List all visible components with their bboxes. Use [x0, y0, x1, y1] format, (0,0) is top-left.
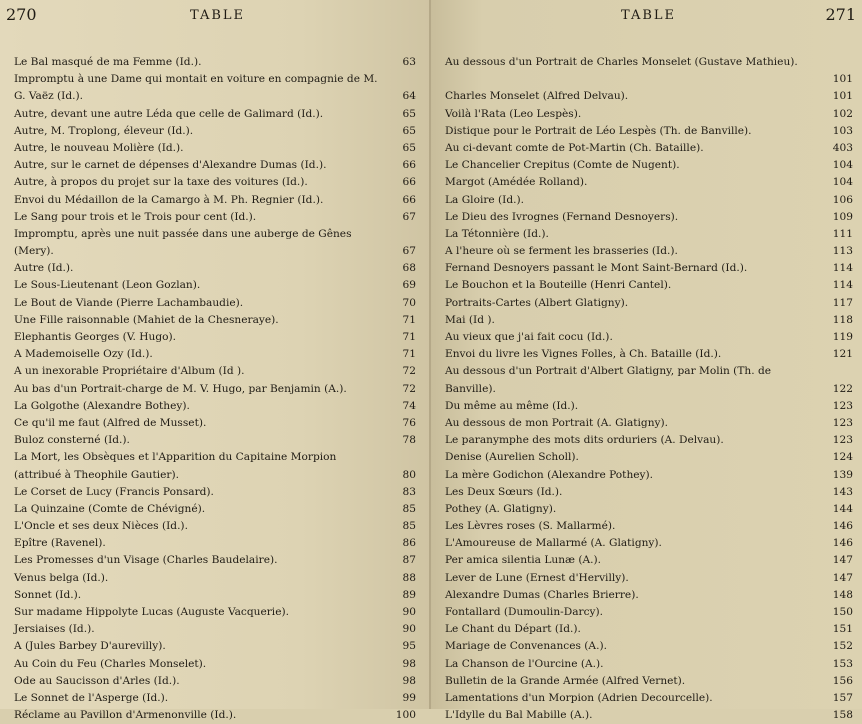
toc-entry-page: 121	[832, 348, 853, 361]
toc-entry	[445, 638, 853, 655]
toc-entry-page: 67	[402, 210, 416, 223]
toc-entry-page: 157	[832, 691, 853, 704]
toc-entry-page: 66	[402, 193, 416, 206]
toc-entry-page: 71	[402, 331, 416, 344]
toc-entry-page: 83	[402, 485, 416, 498]
toc-entry	[445, 260, 853, 277]
toc-entry-title: Autre, le nouveau Molière (Id.).	[14, 141, 184, 154]
toc-entry-page: 104	[832, 159, 853, 172]
toc-entry-title: Portraits-Cartes (Albert Glatigny).	[445, 296, 629, 309]
toc-entry-page: 65	[402, 124, 416, 137]
toc-entry-title: Alexandre Dumas (Charles Brierre).	[445, 588, 639, 601]
toc-entry-page: 143	[832, 485, 853, 498]
toc-entry	[14, 106, 416, 123]
toc-entry-title: L'Amoureuse de Mallarmé (A. Glatigny).	[445, 537, 662, 550]
toc-entry	[14, 174, 416, 191]
right-table-of-contents	[445, 54, 853, 724]
toc-entry-page: 74	[402, 399, 416, 412]
toc-entry-title: Le Chancelier Crepitus (Comte de Nugent).	[445, 159, 680, 172]
toc-entry-title: Le paranymphe des mots dits orduriers (A. Delvau).	[445, 434, 724, 447]
toc-entry	[445, 209, 853, 226]
toc-entry-title: Autre, M. Troplong, éleveur (Id.).	[14, 124, 194, 137]
toc-entry-page: 85	[402, 520, 416, 533]
toc-entry-page: 101	[832, 90, 853, 103]
toc-entry-page: 146	[832, 520, 853, 533]
toc-entry-title: La Chanson de l'Ourcine (A.).	[445, 657, 604, 670]
toc-entry-page: 102	[832, 107, 853, 120]
toc-entry-title: Margot (Amédée Rolland).	[445, 176, 588, 189]
toc-entry-title: L'Idylle du Bal Mabille (A.).	[445, 709, 593, 722]
toc-entry	[445, 312, 853, 329]
toc-entry-page: 106	[832, 193, 853, 206]
toc-entry	[14, 552, 416, 569]
toc-entry-title: La Mort, les Obsèques et l'Apparition du Capitaine Morpion (attribué à Theophile Gautier).	[14, 451, 337, 481]
toc-entry-title: La Golgothe (Alexandre Bothey).	[14, 399, 190, 412]
toc-entry-title: Mariage de Convenances (A.).	[445, 640, 607, 653]
toc-entry-page: 150	[832, 606, 853, 619]
toc-entry-title: Au dessous de mon Portrait (A. Glatigny).	[445, 416, 669, 429]
toc-entry-title: Au dessous d'un Portrait d'Albert Glatigny, par Molin (Th. de Banville).	[445, 365, 771, 395]
toc-entry-page: 111	[832, 227, 853, 240]
toc-entry-title: Réclame au Pavillon d'Armenonville (Id.).	[14, 709, 237, 722]
toc-entry-page: 123	[832, 434, 853, 447]
toc-entry-page: 147	[832, 554, 853, 567]
toc-entry-title: Ode au Saucisson d'Arles (Id.).	[14, 674, 180, 687]
toc-entry-title: A un inexorable Propriétaire d'Album (Id ).	[14, 365, 245, 378]
toc-entry-page: 114	[832, 262, 853, 275]
toc-entry-title: Charles Monselet (Alfred Delvau).	[445, 90, 629, 103]
toc-entry-title: Per amica silentia Lunæ (A.).	[445, 554, 602, 567]
toc-entry	[445, 449, 853, 466]
toc-entry-title: Fernand Desnoyers passant le Mont Saint-Bernard (Id.).	[445, 262, 748, 275]
toc-entry-page: 65	[402, 141, 416, 154]
toc-entry-page: 69	[402, 279, 416, 292]
toc-entry	[14, 329, 416, 346]
toc-entry-page: 76	[402, 416, 416, 429]
toc-entry	[14, 312, 416, 329]
toc-entry	[445, 277, 853, 294]
toc-entry-title: L'Oncle et ses deux Nièces (Id.).	[14, 520, 188, 533]
toc-entry-title: Lever de Lune (Ernest d'Hervilly).	[445, 571, 629, 584]
toc-entry-title: Mai (Id ).	[445, 313, 495, 326]
left-table-of-contents	[14, 54, 416, 724]
toc-entry	[445, 398, 853, 415]
toc-entry	[445, 106, 853, 123]
toc-entry-title: Voilà l'Rata (Leo Lespès).	[445, 107, 582, 120]
toc-entry	[14, 638, 416, 655]
toc-entry-title: Buloz consterné (Id.).	[14, 434, 130, 447]
toc-entry	[14, 295, 416, 312]
toc-entry-title: Sonnet (Id.).	[14, 588, 82, 601]
toc-entry-page: 152	[832, 640, 853, 653]
toc-entry-page: 101	[832, 73, 853, 86]
toc-entry	[445, 226, 853, 243]
toc-entry-title: La mère Godichon (Alexandre Pothey).	[445, 468, 654, 481]
toc-entry-title: Impromptu à une Dame qui montait en voiture en compagnie de M. G. Vaëz (Id.).	[14, 73, 378, 103]
toc-entry-page: 122	[832, 382, 853, 395]
toc-entry-page: 95	[402, 640, 416, 653]
toc-entry-page: 78	[402, 434, 416, 447]
left-running-header: TABLE	[190, 8, 246, 23]
toc-entry	[445, 346, 853, 363]
toc-entry	[14, 415, 416, 432]
toc-entry-title: Les Lèvres roses (S. Mallarmé).	[445, 520, 616, 533]
toc-entry	[14, 604, 416, 621]
right-page-number: 271	[825, 5, 856, 24]
toc-entry-page: 80	[402, 468, 416, 481]
toc-entry	[445, 570, 853, 587]
toc-entry	[14, 518, 416, 535]
toc-entry-page: 87	[402, 554, 416, 567]
toc-entry	[445, 432, 853, 449]
toc-entry	[445, 552, 853, 569]
toc-entry-title: Au Coin du Feu (Charles Monselet).	[14, 657, 207, 670]
toc-entry-title: Le Sous-Lieutenant (Leon Gozlan).	[14, 279, 201, 292]
toc-entry-page: 63	[402, 55, 416, 68]
toc-entry	[14, 398, 416, 415]
toc-entry	[445, 174, 853, 191]
toc-entry	[14, 363, 416, 380]
toc-entry-title: Autre, sur le carnet de dépenses d'Alexandre Dumas (Id.).	[14, 159, 327, 172]
right-running-header: TABLE	[621, 8, 677, 23]
toc-entry	[14, 71, 416, 105]
toc-entry	[445, 707, 853, 724]
toc-entry-title: Autre, à propos du projet sur la taxe des voitures (Id.).	[14, 176, 308, 189]
toc-entry-title: Autre, devant une autre Léda que celle de Galimard (Id.).	[14, 107, 324, 120]
toc-entry	[14, 260, 416, 277]
left-page	[0, 0, 431, 722]
toc-entry-page: 109	[832, 210, 853, 223]
toc-entry	[445, 243, 853, 260]
toc-entry	[445, 54, 853, 88]
toc-entry	[14, 123, 416, 140]
toc-entry-title: La Gloire (Id.).	[445, 193, 525, 206]
toc-entry-page: 98	[402, 657, 416, 670]
toc-entry-page: 114	[832, 279, 853, 292]
toc-entry-page: 100	[395, 709, 416, 722]
toc-entry-page: 98	[402, 674, 416, 687]
toc-entry-title: La Quinzaine (Comte de Chévigné).	[14, 502, 206, 515]
toc-entry	[445, 329, 853, 346]
toc-entry-page: 151	[832, 623, 853, 636]
toc-entry-page: 118	[832, 313, 853, 326]
toc-entry-title: Une Fille raisonnable (Mahiet de la Chesneraye).	[14, 313, 279, 326]
toc-entry	[14, 587, 416, 604]
toc-entry-page: 90	[402, 606, 416, 619]
toc-entry-page: 139	[832, 468, 853, 481]
toc-entry	[445, 363, 853, 397]
toc-entry	[14, 535, 416, 552]
toc-entry	[14, 381, 416, 398]
toc-entry-title: La Tétonnière (Id.).	[445, 227, 549, 240]
toc-entry-title: Au bas d'un Portrait-charge de M. V. Hugo, par Benjamin (A.).	[14, 382, 347, 395]
toc-entry-page: 119	[832, 331, 853, 343]
toc-entry-title: Distique pour le Portrait de Léo Lespès (Th. de Banville).	[445, 124, 752, 137]
toc-entry-page: 117	[832, 296, 853, 309]
toc-entry	[445, 621, 853, 638]
toc-entry-title: Les Deux Sœurs (Id.).	[445, 485, 563, 498]
toc-entry-title: Autre (Id.).	[14, 262, 74, 275]
toc-entry	[445, 587, 853, 604]
toc-entry	[445, 295, 853, 312]
toc-entry-title: A (Jules Barbey D'aurevilly).	[14, 640, 166, 653]
toc-entry-page: 124	[832, 451, 853, 464]
toc-entry-title: Envoi du livre les Vignes Folles, à Ch. Bataille (Id.).	[445, 348, 722, 361]
toc-entry	[14, 140, 416, 157]
toc-entry-page: 144	[832, 502, 853, 515]
toc-entry-page: 148	[832, 588, 853, 601]
toc-entry	[445, 535, 853, 552]
toc-entry-title: Le Sang pour trois et le Trois pour cent (Id.).	[14, 210, 257, 223]
toc-entry-title: Du même au même (Id.).	[445, 399, 579, 412]
toc-entry-page: 123	[832, 416, 853, 429]
toc-entry-page: 158	[832, 709, 853, 722]
toc-entry-title: Ce qu'il me faut (Alfred de Musset).	[14, 416, 207, 429]
toc-entry-page: 113	[832, 245, 853, 258]
toc-entry	[445, 140, 853, 157]
left-page-number: 270	[6, 5, 37, 24]
toc-entry-page: 90	[402, 623, 416, 636]
toc-entry-title: Au dessous d'un Portrait de Charles Monselet (Gustave Mathieu).	[445, 56, 798, 68]
right-page	[431, 0, 862, 722]
toc-entry-title: Le Dieu des Ivrognes (Fernand Desnoyers).	[445, 210, 679, 223]
toc-entry	[445, 123, 853, 140]
toc-entry	[445, 415, 853, 432]
toc-entry-page: 68	[402, 262, 416, 275]
toc-entry-title: Sur madame Hippolyte Lucas (Auguste Vacquerie).	[14, 606, 289, 619]
toc-entry-title: Bulletin de la Grande Armée (Alfred Vernet).	[445, 674, 686, 687]
toc-entry	[445, 690, 853, 707]
toc-entry-page: 85	[402, 502, 416, 515]
toc-entry-page: 65	[402, 107, 416, 120]
toc-entry-page: 71	[402, 348, 416, 361]
toc-entry	[14, 449, 416, 483]
toc-entry	[14, 690, 416, 707]
toc-entry	[14, 432, 416, 449]
toc-entry	[14, 209, 416, 226]
toc-entry-title: Elephantis Georges (V. Hugo).	[14, 331, 176, 344]
toc-entry-title: Au ci-devant comte de Pot-Martin (Ch. Bataille).	[445, 141, 704, 154]
toc-entry-title: Impromptu, après une nuit passée dans une auberge de Gênes (Mery).	[14, 227, 352, 258]
toc-entry-title: A Mademoiselle Ozy (Id.).	[14, 348, 153, 361]
toc-entry-title: Le Bout de Viande (Pierre Lachambaudie).	[14, 296, 244, 309]
toc-entry-title: Lamentations d'un Morpion (Adrien Decourcelle).	[445, 691, 713, 704]
toc-entry-title: Le Chant du Départ (Id.).	[445, 623, 581, 636]
toc-entry	[445, 88, 853, 105]
toc-entry-title: Les Promesses d'un Visage (Charles Baudelaire).	[14, 554, 278, 567]
toc-entry-page: 147	[832, 571, 853, 584]
toc-entry-title: Jersiaises (Id.).	[14, 623, 95, 636]
toc-entry	[445, 656, 853, 673]
toc-entry	[445, 467, 853, 484]
toc-entry-page: 67	[402, 245, 416, 258]
toc-entry-title: Denise (Aurelien Scholl).	[445, 451, 579, 464]
toc-entry-title: Fontallard (Dumoulin-Darcy).	[445, 606, 604, 619]
toc-entry-title: Le Sonnet de l'Asperge (Id.).	[14, 691, 169, 704]
toc-entry-title: Le Bouchon et la Bouteille (Henri Cantel).	[445, 279, 672, 292]
toc-entry-page: 88	[402, 571, 416, 584]
toc-entry-page: 70	[402, 296, 416, 309]
toc-entry-page: 64	[402, 90, 416, 103]
toc-entry	[14, 656, 416, 673]
toc-entry	[445, 518, 853, 535]
toc-entry-title: A l'heure où se ferment les brasseries (Id.).	[445, 245, 678, 258]
toc-entry	[445, 484, 853, 501]
toc-entry-title: Epître (Ravenel).	[14, 537, 106, 550]
toc-entry-page: 99	[402, 691, 416, 704]
toc-entry-page: 156	[832, 674, 853, 687]
toc-entry-title: Au vieux que j'ai fait cocu (Id.).	[445, 331, 613, 344]
toc-entry-title: Pothey (A. Glatigny).	[445, 502, 557, 515]
toc-entry-page: 66	[402, 159, 416, 172]
toc-entry	[445, 604, 853, 621]
toc-entry-page: 86	[402, 537, 416, 550]
toc-entry-page: 66	[402, 176, 416, 189]
toc-entry-page: 104	[832, 176, 853, 189]
toc-entry	[14, 192, 416, 209]
toc-entry-page: 153	[832, 657, 853, 670]
toc-entry-page: 89	[402, 588, 416, 601]
toc-entry-page: 403	[832, 141, 853, 154]
toc-entry	[14, 621, 416, 638]
toc-entry	[445, 673, 853, 690]
toc-entry-page: 123	[832, 399, 853, 412]
toc-entry-page: 72	[402, 365, 416, 378]
toc-entry	[14, 707, 416, 724]
toc-entry-title: Le Corset de Lucy (Francis Ponsard).	[14, 485, 214, 498]
toc-entry	[445, 192, 853, 209]
toc-entry-title: Envoi du Médaillon de la Camargo à M. Ph. Regnier (Id.).	[14, 193, 324, 206]
toc-entry	[14, 484, 416, 501]
toc-entry	[445, 157, 853, 174]
toc-entry	[14, 277, 416, 294]
toc-entry-title: Le Bal masqué de ma Femme (Id.).	[14, 56, 202, 68]
toc-entry	[14, 570, 416, 587]
toc-entry-page: 71	[402, 313, 416, 326]
toc-entry	[445, 501, 853, 518]
toc-entry	[14, 54, 416, 71]
toc-entry-page: 146	[832, 537, 853, 550]
toc-entry	[14, 673, 416, 690]
toc-entry	[14, 346, 416, 363]
toc-entry	[14, 226, 416, 260]
toc-entry-title: Venus belga (Id.).	[14, 571, 109, 584]
toc-entry	[14, 157, 416, 174]
toc-entry	[14, 501, 416, 518]
toc-entry-page: 103	[832, 124, 853, 137]
toc-entry-page: 72	[402, 382, 416, 395]
